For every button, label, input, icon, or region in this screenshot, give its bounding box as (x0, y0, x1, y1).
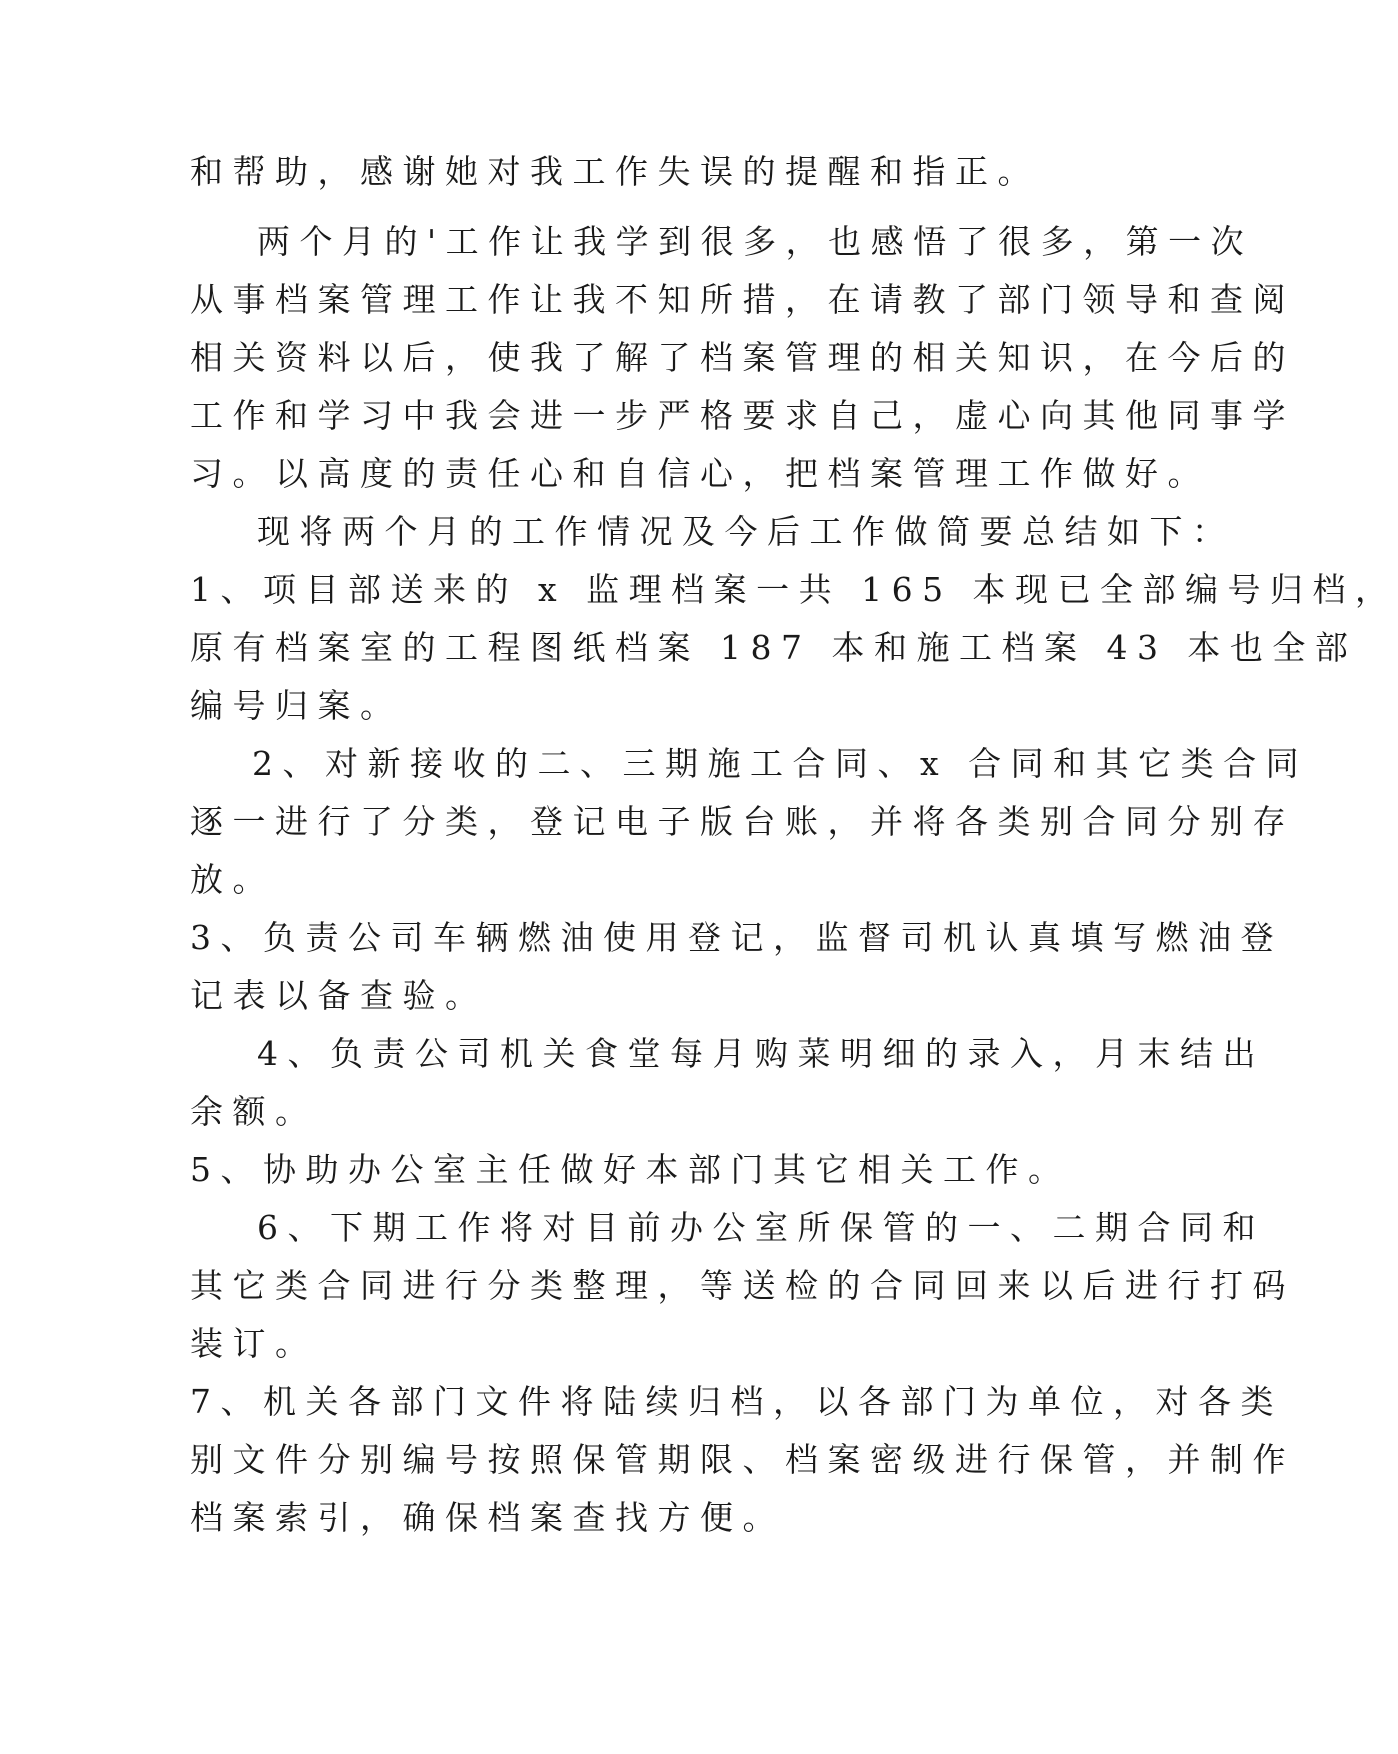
text-line: 别文件分别编号按照保管期限、档案密级进行保管，并制作 (190, 1440, 1295, 1479)
text-line: 编号归案。 (190, 686, 403, 725)
text-line: 工作和学习中我会进一步严格要求自己，虚心向其他同事学 (190, 396, 1295, 435)
text-line: 和帮助，感谢她对我工作失误的提醒和指正。 (190, 152, 1040, 191)
text-line: 其它类合同进行分类整理，等送检的合同回来以后进行打码 (190, 1266, 1295, 1305)
text-line: 现将两个月的工作情况及今后工作做简要总结如下： (257, 512, 1235, 551)
text-line: 逐一进行了分类，登记电子版台账，并将各类别合同分别存 (190, 802, 1295, 841)
text-line: 从事档案管理工作让我不知所措，在请教了部门领导和查阅 (190, 280, 1295, 319)
text-line: 装订。 (190, 1324, 318, 1363)
text-line: 习。以高度的责任心和自信心，把档案管理工作做好。 (190, 454, 1210, 493)
text-line: 记表以备查验。 (190, 976, 488, 1015)
text-line: 2、对新接收的二、三期施工合同、x 合同和其它类合同 (252, 744, 1309, 783)
text-line: 5、协助办公室主任做好本部门其它相关工作。 (190, 1150, 1071, 1189)
text-line: 7、机关各部门文件将陆续归档，以各部门为单位，对各类 (190, 1382, 1283, 1421)
text-line: 4、负责公司机关食堂每月购菜明细的录入，月末结出 (257, 1034, 1265, 1073)
text-line: 6、下期工作将对目前办公室所保管的一、二期合同和 (257, 1208, 1265, 1247)
text-line: 1、项目部送来的 x 监理档案一共 165 本现已全部编号归档， (190, 570, 1398, 609)
text-line: 相关资料以后，使我了解了档案管理的相关知识，在今后的 (190, 338, 1295, 377)
text-line: 档案索引，确保档案查找方便。 (190, 1498, 785, 1537)
text-line: 3、负责公司车辆燃油使用登记，监督司机认真填写燃油登 (190, 918, 1283, 957)
text-line: 余额。 (190, 1092, 318, 1131)
text-line: 原有档案室的工程图纸档案 187 本和施工档案 43 本也全部 (190, 628, 1358, 667)
text-line: 放。 (190, 860, 275, 899)
text-line: 两个月的'工作让我学到很多，也感悟了很多，第一次 (257, 222, 1254, 261)
